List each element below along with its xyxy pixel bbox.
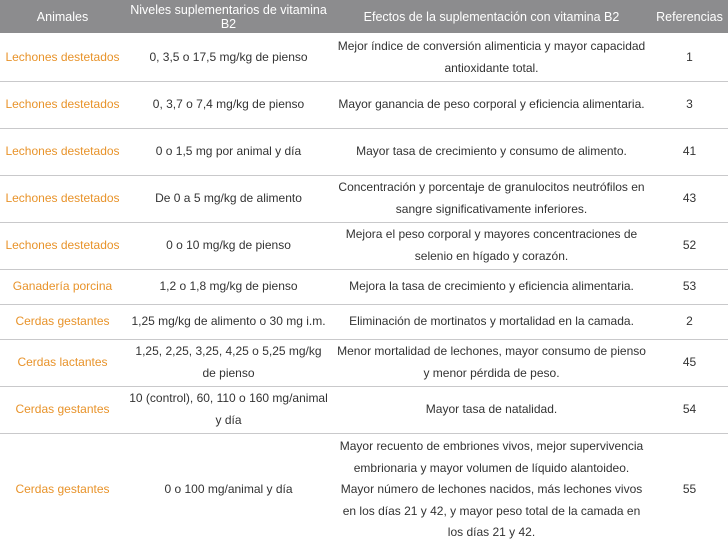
cell-level: 0 o 1,5 mg por animal y día xyxy=(125,128,332,175)
cell-ref: 54 xyxy=(651,386,728,433)
cell-ref: 1 xyxy=(651,34,728,81)
table-row xyxy=(0,433,728,546)
cell-effect: Concentración y porcentaje de granulocitos neutrófilos en sangre significativamente inferiores. xyxy=(332,175,651,222)
cell-effect: Mayor recuento de embriones vivos, mejor supervivencia embrionaria y mayor volumen de líquido alantoideo. Mayor número de lechones nacidos, más lechones vivos en los días 21 y 42, y mayor peso total de la camada en los días 21 y 42. xyxy=(339,439,644,539)
header-efectos: Efectos de la suplementación con vitamina B2 xyxy=(332,0,651,34)
cell-animal: Ganadería porcina xyxy=(0,269,125,304)
table-row xyxy=(0,304,728,339)
cell-level: 1,2 o 1,8 mg/kg de pienso xyxy=(125,269,332,304)
table-row xyxy=(0,386,728,433)
cell-animal: Cerdas lactantes xyxy=(0,339,125,386)
table-body xyxy=(0,34,728,546)
cell-level: 0, 3,5 o 17,5 mg/kg de pienso xyxy=(125,34,332,81)
cell-ref: 43 xyxy=(651,175,728,222)
table-row xyxy=(0,222,728,269)
cell-animal: Lechones destetados xyxy=(0,222,125,269)
table-row xyxy=(0,339,728,386)
cell-animal: Lechones destetados xyxy=(0,81,125,128)
cell-effect: Eliminación de mortinatos y mortalidad en la camada. xyxy=(332,304,651,339)
cell-ref: 53 xyxy=(651,269,728,304)
table-row xyxy=(0,128,728,175)
cell-animal: Cerdas gestantes xyxy=(15,482,110,496)
cell-effect: Mejora el peso corporal y mayores concentraciones de selenio en hígado y corazón. xyxy=(332,222,651,269)
cell-ref: 55 xyxy=(682,482,697,496)
cell-effect: Mejora la tasa de crecimiento y eficiencia alimentaria. xyxy=(332,269,651,304)
cell-effect: Mayor ganancia de peso corporal y eficiencia alimentaria. xyxy=(332,81,651,128)
cell-effect: Menor mortalidad de lechones, mayor consumo de pienso y menor pérdida de peso. xyxy=(332,339,651,386)
header-row xyxy=(0,0,728,34)
table-row xyxy=(0,269,728,304)
cell-ref: 41 xyxy=(651,128,728,175)
cell-ref: 3 xyxy=(651,81,728,128)
cell-level: 0, 3,7 o 7,4 mg/kg de pienso xyxy=(125,81,332,128)
cell-level: 0 o 10 mg/kg de pienso xyxy=(125,222,332,269)
cell-level: De 0 a 5 mg/kg de alimento xyxy=(125,175,332,222)
cell-level: 10 (control), 60, 110 o 160 mg/animal y día xyxy=(125,386,332,433)
table-row xyxy=(0,175,728,222)
cell-level: 1,25 mg/kg de alimento o 30 mg i.m. xyxy=(125,304,332,339)
cell-effect: Mayor tasa de natalidad. xyxy=(332,386,651,433)
cell-animal: Lechones destetados xyxy=(0,34,125,81)
cell-animal: Cerdas gestantes xyxy=(0,386,125,433)
cell-ref: 2 xyxy=(651,304,728,339)
cell-animal: Lechones destetados xyxy=(0,128,125,175)
table-row xyxy=(0,34,728,81)
cell-level: 1,25, 2,25, 3,25, 4,25 o 5,25 mg/kg de pienso xyxy=(125,339,332,386)
cell-ref: 45 xyxy=(651,339,728,386)
cell-level: 0 o 100 mg/animal y día xyxy=(164,482,293,496)
header-referencias: Referencias xyxy=(651,0,728,34)
cell-animal: Cerdas gestantes xyxy=(0,304,125,339)
table-row xyxy=(0,81,728,128)
header-animales: Animales xyxy=(0,0,125,34)
cell-ref: 52 xyxy=(651,222,728,269)
cell-effect: Mayor tasa de crecimiento y consumo de alimento. xyxy=(332,128,651,175)
header-niveles: Niveles suplementarios de vitamina B2 xyxy=(125,0,332,34)
table-header xyxy=(0,0,728,34)
cell-effect: Mejor índice de conversión alimenticia y mayor capacidad antioxidante total. xyxy=(332,34,651,81)
cell-animal: Lechones destetados xyxy=(0,175,125,222)
